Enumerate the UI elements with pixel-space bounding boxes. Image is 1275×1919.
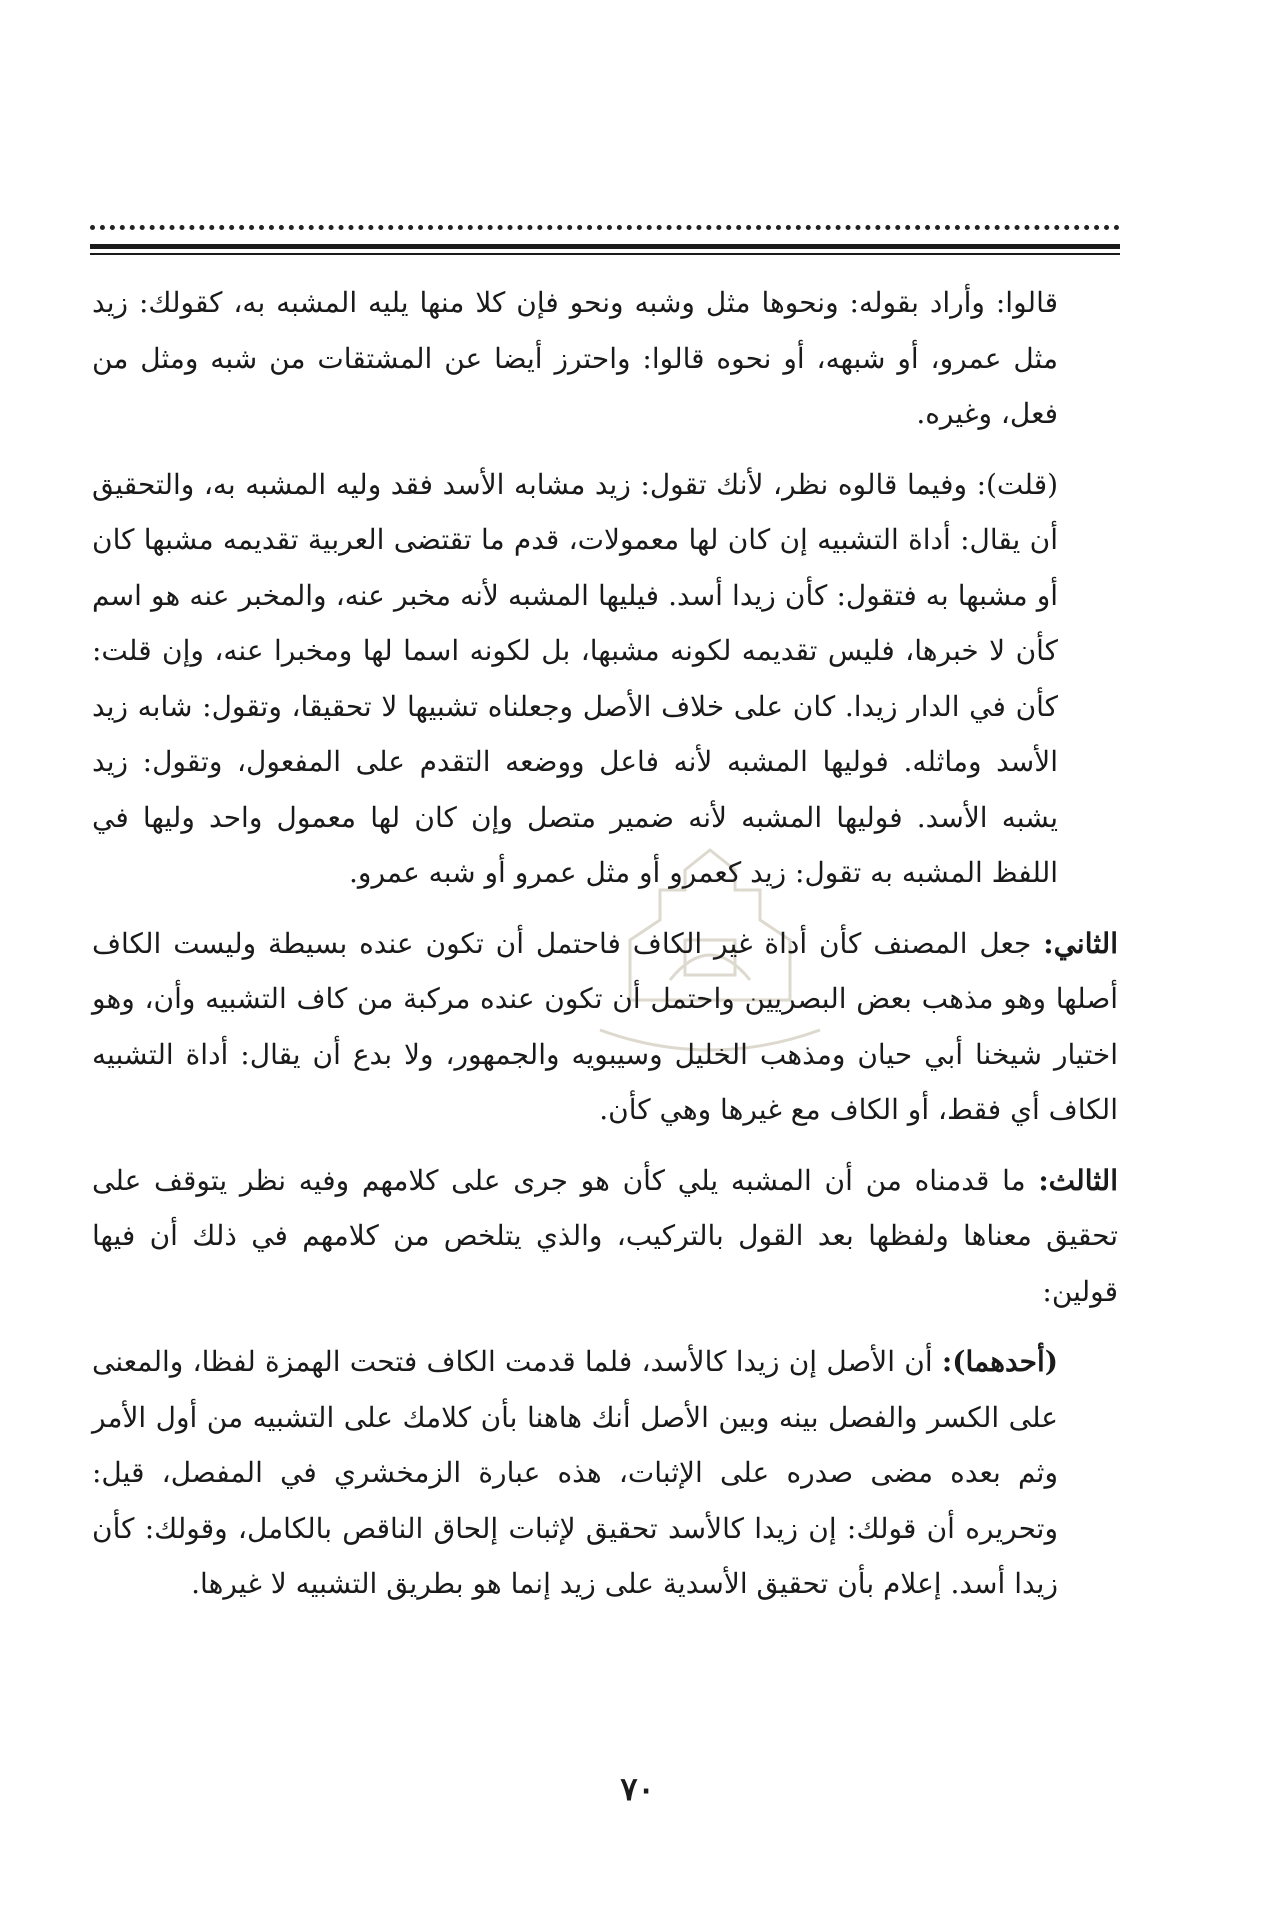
- paragraph-first-view: [92, 1334, 1058, 1612]
- view-text-first: أن الأصل إن زيدا كالأسد، فلما قدمت الكاف فتحت الهمزة لفظا، والمعنى على الكسر والفصل بينه وبين الأصل أنك هاهنا بأن كلامك على التشبيه من أول الأمر وثم بعده مضى صدره على الإثبات، هذه عبارة الزمخشري في المفصل، قيل: وتحريره أن قولك: إن زيدا كالأسد تحقيق لإثبات إلحاق الناقص بالكامل، وقولك: كأن زيدا أسد. إعلام بأن تحقيق الأسدية على زيد إنما هو بطريق التشبيه لا غيرها.: [92, 1345, 1058, 1600]
- paragraph-second-point: [92, 916, 1118, 1138]
- paragraph-qultu: (قلت): وفيما قالوه نظر، لأنك تقول: زيد مشابه الأسد فقد وليه المشبه به، والتحقيق أن يقال: أداة التشبيه إن كان لها معمولات، قدم ما تقتضى العربية تقديمه مشبها كان أو مشبها به فتقول: كأن زيدا أسد. فيليها المشبه لأنه مخبر عنه، والمخبر عنه هو اسم كأن لا خبرها، فليس تقديمه لكونه مشبها، بل لكونه اسما لها ومخبرا عنه، وإن قلت: كأن في الدار زيدا. كان على خلاف الأصل وجعلناه تشبيها لا تحقيقا، وتقول: شابه زيد الأسد وماثله. فوليها المشبه لأنه فاعل ووضعه التقدم على المفعول، وتقول: زيد يشبه الأسد. فوليها المشبه لأنه ضمير متصل وإن كان لها معمول واحد وليها في اللفظ المشبه به تقول: زيد كعمرو أو مثل عمرو أو شبه عمرو.: [92, 467, 1059, 889]
- point-label-third: الثالث:: [1038, 1163, 1118, 1197]
- thin-rule: [90, 253, 1120, 255]
- dotted-rule: [90, 225, 1120, 238]
- body-text: [92, 275, 1118, 1612]
- point-text-second: جعل المصنف كأن أداة غير الكاف فاحتمل أن تكون عنده بسيطة وليست الكاف أصلها وهو مذهب بعض البصريين واحتمل أن تكون عنده مركبة من كاف التشبيه وأن، وهو اختيار شيخنا أبي حيان ومذهب الخليل وسيبويه والجمهور، ولا بدع أن يقال: أداة التشبيه الكاف أي فقط، أو الكاف مع غيرها وهي كأن.: [92, 926, 1118, 1126]
- view-label-first: (أحدهما):: [941, 1345, 1058, 1378]
- page-number: ٧٠: [620, 1770, 655, 1808]
- thick-rule: [90, 244, 1120, 249]
- paragraph-quotation: قالوا: وأراد بقوله: ونحوها مثل وشبه ونحو فإن كلا منها يليه المشبه به، كقولك: زيد مثل عمرو، أو شبهه، أو نحوه قالوا: واحترز أيضا عن المشتقات من شبه ومثل من فعل، وغيره.: [92, 286, 1058, 430]
- paragraph-third-point: [92, 1153, 1118, 1320]
- header-rule: [90, 225, 1120, 255]
- point-text-third: ما قدمناه من أن المشبه يلي كأن هو جرى على كلامهم وفيه نظر يتوقف على تحقيق معناها ولفظها بعد القول بالتركيب، والذي يتلخص من كلامهم في ذلك أن فيها قولين:: [92, 1163, 1118, 1308]
- point-label-second: الثاني:: [1043, 926, 1118, 960]
